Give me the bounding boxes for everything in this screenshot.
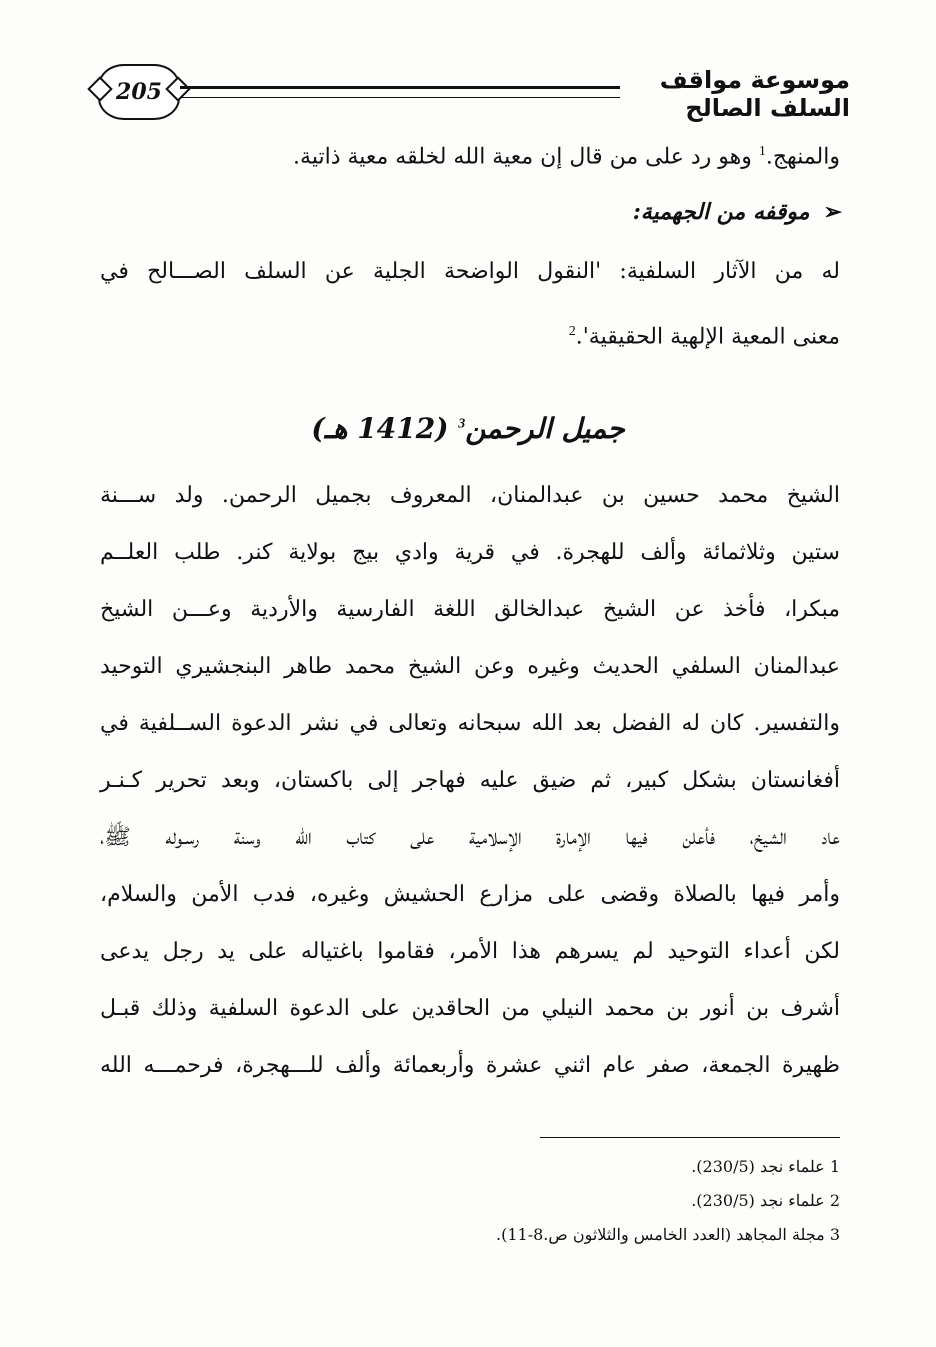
- footnote: 3 مجلة المجاهد (العدد الخامس والثلاثون ص.8-11).: [496, 1225, 840, 1244]
- section-heading: [0, 412, 936, 445]
- bullet-arrow-icon: ➢: [823, 199, 842, 225]
- intro-line-1: [100, 130, 840, 179]
- body-line: لكن أعداء التوحيد لم يسرهم هذا الأمر، فقاموا باغتياله على يد رجل يدعى: [100, 939, 840, 964]
- intro-line-3-text: معنى المعية الإلهية الحقيقية'.: [575, 324, 840, 350]
- body-line: مبكرا، فأخذ عن الشيخ عبدالخالق اللغة الفارسية والأردية وعـــن الشيخ: [100, 597, 840, 622]
- footnote: 2 علماء نجد (230/5).: [691, 1191, 840, 1210]
- body-line: عبدالمنان السلفي الحديث وغيره وعن الشيخ محمد طاهر البنجشيري التوحيد: [100, 654, 840, 679]
- bullet-text: موقفه من الجهمية:: [632, 199, 810, 225]
- page-number-badge: [98, 64, 180, 120]
- body-line: الشيخ محمد حسين بن عبدالمنان، المعروف بجميل الرحمن. ولد ســـنة: [100, 483, 840, 508]
- body-line: وأمر فيها بالصلاة وقضى على مزارع الحشيش وغيره، فدب الأمن والسلام،: [100, 882, 840, 907]
- header-rule: [180, 86, 620, 98]
- heading-name: جميل الرحمن: [465, 412, 625, 445]
- body-line: والتفسير. كان له الفضل بعد الله سبحانه وتعالى في نشر الدعوة الســلفية في: [100, 711, 840, 736]
- body-line: أفغانستان بشكل كبير، ثم ضيق عليه فهاجر إلى باكستان، وبعد تحرير كـنـر: [100, 768, 840, 793]
- footnote-ref-3: 3: [458, 416, 466, 432]
- section-bullet: [102, 190, 842, 234]
- body-line: ظهيرة الجمعة، صفر عام اثني عشرة وأربعمائة وألف للـــهجرة، فرحمـــه الله: [100, 1053, 840, 1078]
- footnote-separator: [540, 1137, 840, 1138]
- series-title: موسوعة مواقف السلف الصالح: [659, 66, 850, 122]
- page-header: [98, 64, 850, 120]
- footnote-ref-1: 1: [758, 144, 766, 159]
- intro-line-2: له من الآثار السلفية: 'النقول الواضحة الجلية عن السلف الصـــالح في: [100, 259, 840, 284]
- intro-line-1-start: والمنهج.: [765, 144, 840, 170]
- body-line: أشرف بن أنور بن محمد النيلي من الحاقدين على الدعوة السلفية وذلك قبـل: [100, 996, 840, 1021]
- heading-year: (1412 هـ): [311, 412, 459, 445]
- page-number: 205: [116, 79, 162, 105]
- intro-line-1-rest: وهو رد على من قال إن معية الله لخلقه معية ذاتية.: [293, 144, 759, 170]
- body-line: ستين وثلاثمائة وألف للهجرة. في قرية وادي بيج بولاية كنر. طلب العلــم: [100, 540, 840, 565]
- body-line: عاد الشيخ، فأعلن فيها الإمارة الإسلامية على كتاب الله وسنة رسـوله ﷺ،: [100, 825, 840, 850]
- footnote-ref-2: 2: [568, 324, 576, 339]
- intro-line-3: [100, 310, 840, 359]
- footnote: 1 علماء نجد (230/5).: [691, 1157, 840, 1176]
